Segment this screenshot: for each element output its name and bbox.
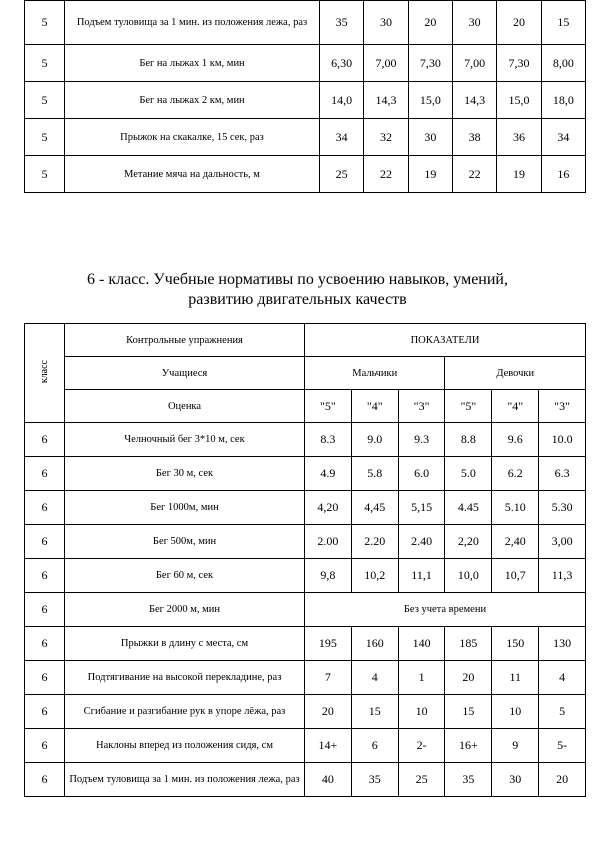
value-cell: 22 <box>364 156 408 193</box>
exercises-header: Контрольные упражнения <box>65 324 305 357</box>
exercise-cell: Прыжок на скакалке, 15 сек, раз <box>65 119 320 156</box>
exercise-cell: Подъем туловища за 1 мин. из положения лежа, раз <box>65 1 320 45</box>
class-header: класс <box>25 324 65 423</box>
value-cell: 7 <box>305 661 352 695</box>
value-cell: 160 <box>351 627 398 661</box>
grade-cell: 6 <box>25 627 65 661</box>
value-cell: 5.8 <box>351 457 398 491</box>
value-cell: 2.40 <box>398 525 445 559</box>
grade-cell: 5 <box>25 1 65 45</box>
value-cell: 9.3 <box>398 423 445 457</box>
value-cell: 38 <box>452 119 496 156</box>
students-header: Учащиеся <box>65 357 305 390</box>
mark-cell: "5" <box>445 390 492 423</box>
value-cell: 5.10 <box>492 491 539 525</box>
value-cell: 14,3 <box>452 82 496 119</box>
exercise-cell: Бег 500м, мин <box>65 525 305 559</box>
value-cell: 1 <box>398 661 445 695</box>
value-cell: 15,0 <box>408 82 452 119</box>
grade5-norms-table <box>24 0 586 193</box>
value-cell: 20 <box>539 763 586 797</box>
grade-cell: 6 <box>25 661 65 695</box>
exercise-cell: Бег на лыжах 2 км, мин <box>65 82 320 119</box>
boys-header: Мальчики <box>305 357 445 390</box>
table-row <box>25 82 586 119</box>
value-cell: 10,7 <box>492 559 539 593</box>
grade-cell: 6 <box>25 695 65 729</box>
grade-cell: 5 <box>25 82 65 119</box>
note-cell: Без учета времени <box>305 593 586 627</box>
table-row <box>25 156 586 193</box>
value-cell: 10,2 <box>351 559 398 593</box>
title-line-2: развитию двигательных качеств <box>188 291 407 308</box>
grade-cell: 6 <box>25 729 65 763</box>
grade-cell: 6 <box>25 593 65 627</box>
value-cell: 2.00 <box>305 525 352 559</box>
value-cell: 4.9 <box>305 457 352 491</box>
value-cell: 16+ <box>445 729 492 763</box>
value-cell: 150 <box>492 627 539 661</box>
value-cell: 185 <box>445 627 492 661</box>
mark-cell: "3" <box>398 390 445 423</box>
value-cell: 5.0 <box>445 457 492 491</box>
exercise-cell: Бег 30 м, сек <box>65 457 305 491</box>
value-cell: 35 <box>445 763 492 797</box>
value-cell: 11 <box>492 661 539 695</box>
value-cell: 4,45 <box>351 491 398 525</box>
value-cell: 7,30 <box>408 45 452 82</box>
value-cell: 34 <box>320 119 364 156</box>
table-row <box>25 1 586 45</box>
value-cell: 130 <box>539 627 586 661</box>
table-row <box>25 695 586 729</box>
value-cell: 20 <box>408 1 452 45</box>
value-cell: 18,0 <box>541 82 585 119</box>
value-cell: 8.8 <box>445 423 492 457</box>
value-cell: 30 <box>452 1 496 45</box>
value-cell: 16 <box>541 156 585 193</box>
value-cell: 4 <box>539 661 586 695</box>
value-cell: 2,20 <box>445 525 492 559</box>
value-cell: 9.0 <box>351 423 398 457</box>
indicators-header: ПОКАЗАТЕЛИ <box>305 324 586 357</box>
exercise-cell: Прыжки в длину с места, см <box>65 627 305 661</box>
exercise-cell: Метание мяча на дальность, м <box>65 156 320 193</box>
table-row <box>25 45 586 82</box>
table-row <box>25 119 586 156</box>
value-cell: 30 <box>492 763 539 797</box>
value-cell: 15 <box>445 695 492 729</box>
girls-header: Девочки <box>445 357 586 390</box>
value-cell: 30 <box>364 1 408 45</box>
value-cell: 14,3 <box>364 82 408 119</box>
value-cell: 140 <box>398 627 445 661</box>
value-cell: 5,15 <box>398 491 445 525</box>
value-cell: 4,20 <box>305 491 352 525</box>
value-cell: 5 <box>539 695 586 729</box>
exercise-cell: Бег 2000 м, мин <box>65 593 305 627</box>
value-cell: 3,00 <box>539 525 586 559</box>
value-cell: 9,8 <box>305 559 352 593</box>
value-cell: 15 <box>541 1 585 45</box>
value-cell: 10 <box>398 695 445 729</box>
value-cell: 7,30 <box>497 45 541 82</box>
exercise-cell: Челночный бег 3*10 м, сек <box>65 423 305 457</box>
exercise-cell: Бег на лыжах 1 км, мин <box>65 45 320 82</box>
value-cell: 9 <box>492 729 539 763</box>
table-row <box>25 593 586 627</box>
value-cell: 35 <box>351 763 398 797</box>
value-cell: 11,3 <box>539 559 586 593</box>
value-cell: 40 <box>305 763 352 797</box>
table-row <box>25 763 586 797</box>
value-cell: 6 <box>351 729 398 763</box>
grade-cell: 6 <box>25 457 65 491</box>
value-cell: 32 <box>364 119 408 156</box>
value-cell: 7,00 <box>452 45 496 82</box>
grade-cell: 5 <box>25 156 65 193</box>
exercise-cell: Подъем туловища за 1 мин. из положения лежа, раз <box>65 763 305 797</box>
value-cell: 6.3 <box>539 457 586 491</box>
exercise-cell: Наклоны вперед из положения сидя, см <box>65 729 305 763</box>
value-cell: 5.30 <box>539 491 586 525</box>
value-cell: 2- <box>398 729 445 763</box>
grade-cell: 5 <box>25 119 65 156</box>
exercise-cell: Сгибание и разгибание рук в упоре лёжа, раз <box>65 695 305 729</box>
table-row <box>25 457 586 491</box>
value-cell: 19 <box>408 156 452 193</box>
value-cell: 30 <box>408 119 452 156</box>
value-cell: 4 <box>351 661 398 695</box>
value-cell: 195 <box>305 627 352 661</box>
grade-cell: 6 <box>25 423 65 457</box>
value-cell: 10,0 <box>445 559 492 593</box>
value-cell: 4.45 <box>445 491 492 525</box>
exercise-cell: Подтягивание на высокой перекладине, раз <box>65 661 305 695</box>
value-cell: 15,0 <box>497 82 541 119</box>
value-cell: 2.20 <box>351 525 398 559</box>
mark-cell: "4" <box>492 390 539 423</box>
value-cell: 20 <box>497 1 541 45</box>
grade-cell: 6 <box>25 559 65 593</box>
grade-cell: 6 <box>25 525 65 559</box>
value-cell: 8,00 <box>541 45 585 82</box>
table-row <box>25 423 586 457</box>
value-cell: 6,30 <box>320 45 364 82</box>
table-row <box>25 491 586 525</box>
value-cell: 36 <box>497 119 541 156</box>
grade6-norms-table <box>24 323 586 797</box>
value-cell: 22 <box>452 156 496 193</box>
mark-cell: "5" <box>305 390 352 423</box>
value-cell: 34 <box>541 119 585 156</box>
value-cell: 20 <box>305 695 352 729</box>
value-cell: 14,0 <box>320 82 364 119</box>
exercise-cell: Бег 60 м, сек <box>65 559 305 593</box>
value-cell: 25 <box>398 763 445 797</box>
value-cell: 15 <box>351 695 398 729</box>
table-row <box>25 525 586 559</box>
exercise-cell: Бег 1000м, мин <box>65 491 305 525</box>
value-cell: 25 <box>320 156 364 193</box>
grade-header: Оценка <box>65 390 305 423</box>
table-row <box>25 729 586 763</box>
grade-cell: 5 <box>25 45 65 82</box>
title-line-1: 6 - класс. Учебные нормативы по усвоению навыков, умений, <box>87 271 508 288</box>
value-cell: 8.3 <box>305 423 352 457</box>
value-cell: 6.2 <box>492 457 539 491</box>
grade-cell: 6 <box>25 763 65 797</box>
value-cell: 6.0 <box>398 457 445 491</box>
value-cell: 5- <box>539 729 586 763</box>
value-cell: 19 <box>497 156 541 193</box>
table-row <box>25 559 586 593</box>
mark-cell: "4" <box>351 390 398 423</box>
table-row <box>25 661 586 695</box>
value-cell: 10.0 <box>539 423 586 457</box>
value-cell: 20 <box>445 661 492 695</box>
grade-cell: 6 <box>25 491 65 525</box>
value-cell: 11,1 <box>398 559 445 593</box>
value-cell: 9.6 <box>492 423 539 457</box>
mark-cell: "3" <box>539 390 586 423</box>
value-cell: 7,00 <box>364 45 408 82</box>
value-cell: 35 <box>320 1 364 45</box>
table-row <box>25 627 586 661</box>
value-cell: 10 <box>492 695 539 729</box>
section-title <box>0 270 595 310</box>
value-cell: 14+ <box>305 729 352 763</box>
value-cell: 2,40 <box>492 525 539 559</box>
